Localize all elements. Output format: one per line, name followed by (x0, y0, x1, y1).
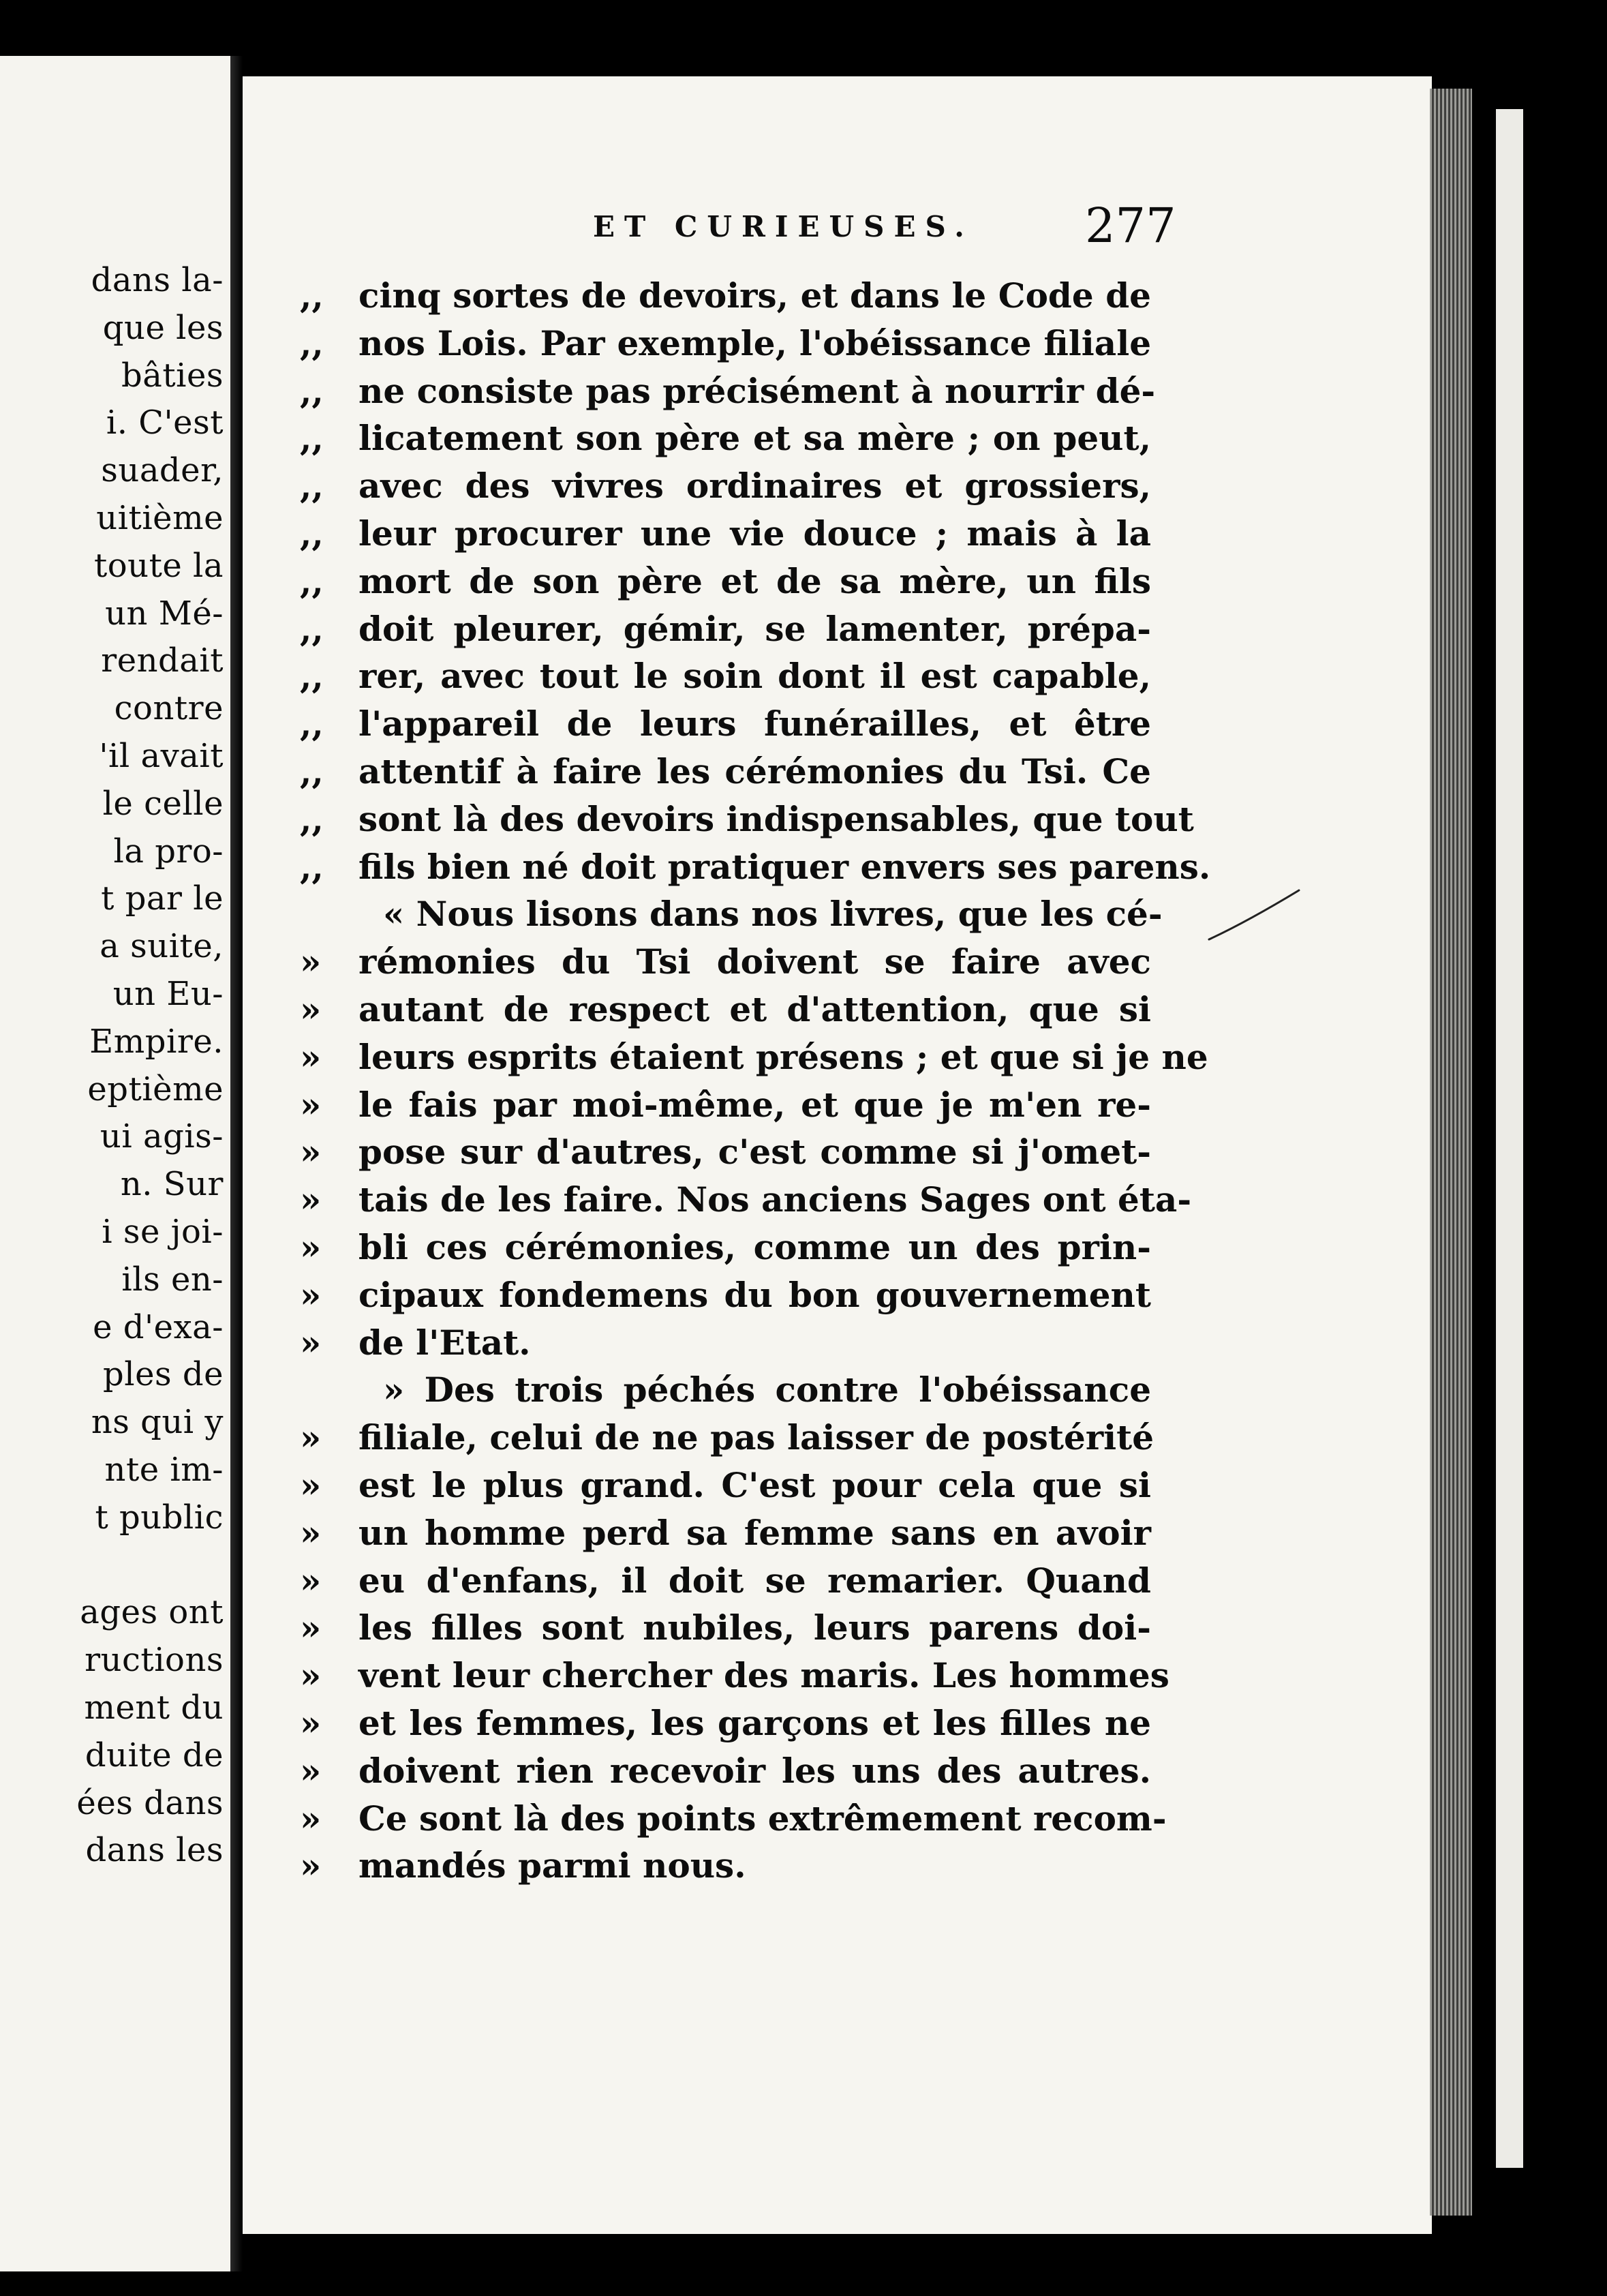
quotation-mark: ,, (300, 704, 324, 744)
text-line (300, 558, 1186, 605)
line-text: eu d'enfans, il doit se remarier. Quand (358, 1560, 1151, 1601)
text-line (300, 510, 1186, 558)
page-edges (1430, 89, 1472, 2216)
text-line (300, 1747, 1186, 1795)
line-text: rémonies du Tsi doivent se faire avec (358, 941, 1151, 982)
text-line (300, 1128, 1186, 1176)
text-line (300, 1557, 1186, 1605)
line-text: cipaux fondemens du bon gouvernement (358, 1274, 1151, 1315)
line-text: mandés parmi nous. (358, 1845, 746, 1886)
text-line (300, 700, 1186, 748)
line-text: sont là des devoirs indispensables, que tout (358, 798, 1194, 839)
text-line (300, 272, 1186, 320)
quotation-mark: » (300, 1226, 322, 1267)
line-text: nos Lois. Par exemple, l'obéissance filiale (358, 322, 1151, 363)
left-page-line: contre (114, 689, 224, 728)
line-text: et les femmes, les garçons et les filles ne (358, 1702, 1151, 1743)
quotation-mark: ,, (300, 322, 324, 363)
pencil-stroke-mark (1206, 886, 1302, 948)
quotation-mark: » (300, 941, 322, 982)
quotation-mark: » (300, 1036, 322, 1077)
line-text: leur procurer une vie douce ; mais à la (358, 513, 1151, 554)
left-page-line: ui agis- (100, 1117, 224, 1156)
line-text: tais de les faire. Nos anciens Sages ont éta- (358, 1179, 1192, 1220)
line-text: un homme perd sa femme sans en avoir (358, 1512, 1151, 1553)
left-page-line: 'il avait (99, 736, 224, 775)
text-line (300, 796, 1194, 843)
left-page-line: suader, (101, 451, 224, 490)
text-line (300, 414, 1186, 462)
quotation-mark: » (300, 1322, 322, 1363)
left-page-line: ages ont (80, 1593, 224, 1632)
line-text: de l'Etat. (358, 1322, 531, 1363)
line-text: les filles sont nubiles, leurs parens doi- (358, 1607, 1151, 1648)
body-text (300, 272, 1211, 1890)
text-line (300, 1509, 1186, 1557)
left-page-line: toute la (93, 546, 224, 585)
line-text: Ce sont là des points extrêmement recom- (358, 1798, 1167, 1839)
line-text: ne consiste pas précisément à nourrir dé- (358, 370, 1156, 411)
line-text: bli ces cérémonies, comme un des prin- (358, 1226, 1151, 1267)
text-line (300, 1842, 1186, 1890)
text-line (300, 1414, 1186, 1462)
left-page-line: que les (102, 308, 224, 347)
line-text: « Nous lisons dans nos livres, que les cé- (383, 894, 1163, 935)
left-page-line: a suite, (100, 927, 224, 966)
quotation-mark: » (300, 1607, 322, 1648)
text-line (300, 1271, 1186, 1319)
line-text: » Des trois péchés contre l'obéissance (383, 1370, 1151, 1410)
line-text: doivent rien recevoir les uns des autres. (358, 1750, 1151, 1791)
line-text: l'appareil de leurs funérailles, et être (358, 704, 1151, 744)
quotation-mark: ,, (300, 513, 324, 554)
quotation-mark: ,, (300, 751, 324, 791)
left-page-line (0, 1542, 224, 1590)
quotation-mark: » (300, 1274, 322, 1315)
line-text: doit pleurer, gémir, se lamenter, prépa- (358, 608, 1151, 649)
quotation-mark: » (300, 1845, 322, 1886)
left-page-line: dans la- (91, 261, 224, 299)
line-text: est le plus grand. C'est pour cela que si (358, 1464, 1151, 1505)
page-number: 277 (1085, 198, 1176, 254)
left-page-line: eptième (87, 1070, 224, 1108)
quotation-mark (300, 890, 348, 938)
back-cover-edge (1496, 109, 1523, 2168)
left-page-line: rendait (101, 641, 224, 680)
quotation-mark: » (300, 1084, 322, 1125)
left-page-line: ées dans (76, 1783, 224, 1822)
text-line (300, 1700, 1186, 1747)
left-page-line: la pro- (113, 832, 224, 871)
text-line (300, 986, 1186, 1033)
quotation-mark: » (300, 1702, 322, 1743)
line-text: avec des vivres ordinaires et grossiers, (358, 466, 1151, 507)
quotation-mark: ,, (300, 846, 324, 887)
quotation-mark: » (300, 1560, 322, 1601)
line-text: fils bien né doit pratiquer envers ses parens. (358, 846, 1211, 887)
left-page-line: ils en- (121, 1260, 224, 1299)
quotation-mark: » (300, 1512, 322, 1553)
text-line (300, 320, 1186, 367)
running-head: ET CURIEUSES. (593, 210, 974, 243)
quotation-mark: » (300, 988, 322, 1029)
line-text: filiale, celui de ne pas laisser de postérité (358, 1417, 1154, 1458)
text-line (300, 1319, 1186, 1367)
quotation-mark: ,, (300, 656, 324, 697)
left-page-line: Empire. (89, 1022, 224, 1061)
quotation-mark: ,, (300, 798, 324, 839)
line-text: mort de son père et de sa mère, un fils (358, 560, 1151, 601)
left-page-line: n. Sur (120, 1165, 224, 1204)
line-text: le fais par moi-même, et que je m'en re- (358, 1084, 1151, 1125)
quotation-mark: ,, (300, 418, 324, 459)
quotation-mark: » (300, 1132, 322, 1173)
left-page-line: e d'exa- (93, 1308, 224, 1346)
text-line (300, 605, 1186, 653)
quotation-mark: ,, (300, 275, 324, 316)
left-page-line: duite de (85, 1736, 224, 1774)
text-line (300, 890, 1186, 938)
left-page (0, 56, 230, 2271)
text-line (300, 748, 1186, 796)
quotation-mark: » (300, 1750, 322, 1791)
left-page-text-column (0, 257, 224, 1875)
left-page-line: uitième (96, 498, 224, 537)
text-line (300, 462, 1186, 510)
line-text: rer, avec tout le soin dont il est capable, (358, 656, 1151, 697)
text-line (300, 938, 1186, 986)
text-line (300, 1176, 1192, 1224)
left-page-line: t public (95, 1498, 224, 1537)
quotation-mark: » (300, 1464, 322, 1505)
left-page-line: ructions (85, 1641, 224, 1680)
line-text: vent leur chercher des maris. Les hommes (358, 1655, 1169, 1696)
text-line (300, 1795, 1186, 1843)
line-text: autant de respect et d'attention, que si (358, 988, 1151, 1029)
quotation-mark (300, 1366, 348, 1414)
text-line (300, 652, 1186, 700)
line-text: licatement son père et sa mère ; on peut, (358, 418, 1151, 459)
left-page-line: ples de (102, 1355, 224, 1394)
left-page-line: le celle (102, 784, 224, 823)
left-page-line: ns qui y (91, 1403, 224, 1442)
quotation-mark: ,, (300, 370, 324, 411)
line-text: pose sur d'autres, c'est comme si j'omet- (358, 1132, 1151, 1173)
text-line (300, 1652, 1186, 1700)
line-text: leurs esprits étaient présens ; et que si je ne (358, 1036, 1208, 1077)
quotation-mark: ,, (300, 466, 324, 507)
line-text: cinq sortes de devoirs, et dans le Code de (358, 275, 1151, 316)
quotation-mark: » (300, 1798, 322, 1839)
left-page-line: un Mé- (105, 594, 224, 633)
text-line (300, 1604, 1186, 1652)
text-line (300, 843, 1211, 891)
text-line (300, 1081, 1186, 1129)
text-line (300, 1033, 1208, 1081)
left-page-line: ment du (84, 1688, 224, 1727)
left-page-line: i se joi- (102, 1212, 224, 1251)
line-text: attentif à faire les cérémonies du Tsi. Ce (358, 751, 1151, 791)
left-page-line: t par le (101, 879, 224, 918)
text-line (300, 1366, 1186, 1414)
left-page-line: dans les (85, 1831, 224, 1870)
quotation-mark: ,, (300, 560, 324, 601)
quotation-mark: » (300, 1417, 322, 1458)
text-line (300, 1462, 1186, 1509)
book-gutter (230, 56, 243, 2271)
left-page-line: nte im- (104, 1450, 224, 1489)
left-page-line: un Eu- (112, 974, 224, 1013)
text-line (300, 1224, 1186, 1271)
quotation-mark: » (300, 1655, 322, 1696)
left-page-line: bâties (121, 356, 224, 395)
text-line (300, 367, 1186, 415)
quotation-mark: » (300, 1179, 322, 1220)
quotation-mark: ,, (300, 608, 324, 649)
left-page-line: i. C'est (106, 404, 224, 442)
